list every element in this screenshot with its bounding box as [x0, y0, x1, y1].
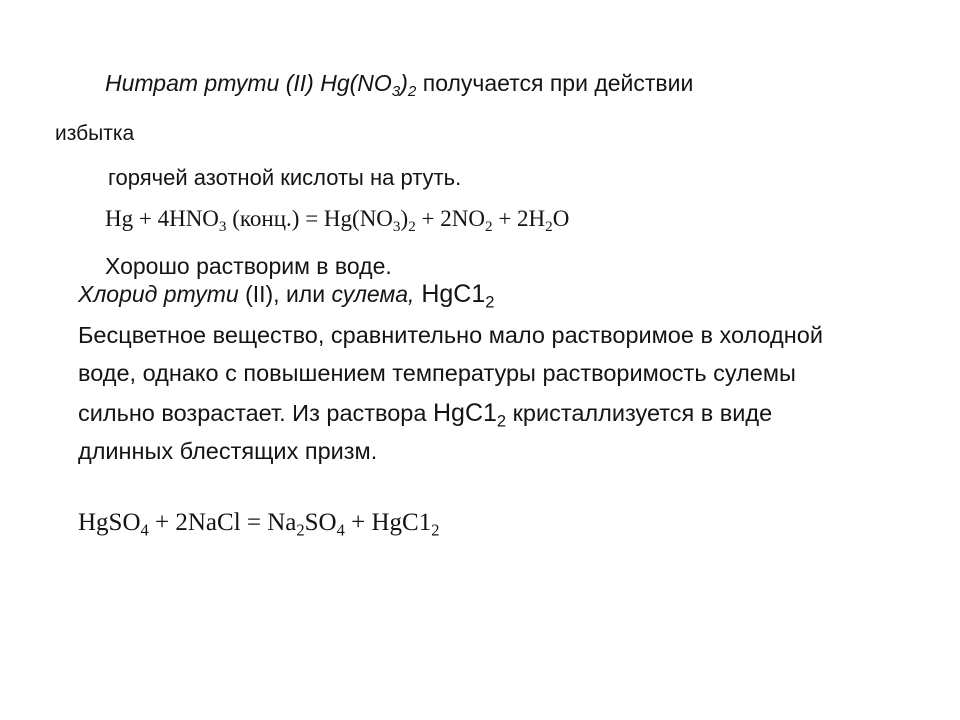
chloride-para-line-3: сильно возрастает. Из раствора $HgC1_2$ кристаллизуется в виде	[78, 399, 773, 431]
nitrate-line-excess: избытка	[55, 122, 135, 145]
nitrate-name-italic: Нитрат ртути (II) $Hg(NO_3)_2$	[105, 70, 417, 100]
chloride-formula: $HgC1_2$	[414, 280, 495, 312]
nitrate-solubility: Хорошо растворим в воде.	[105, 253, 392, 279]
chloride-para-line-1: Бесцветное вещество, сравнительно мало растворимое в холодной	[78, 322, 823, 348]
chloride-heading: Хлорид ртути (II), или сулема, $HgC1_2$	[78, 280, 495, 312]
nitrate-heading-rest: получается при действии	[416, 70, 694, 96]
chloride-formula-inline: $HgC1_2$	[432, 399, 507, 431]
nitrate-line-hot-acid: горячей азотной кислоты на ртуть.	[108, 165, 462, 190]
nitrate-equation: $Hg + 4HNO_3$ (конц.) = $Hg(NO_3)_2 + 2NO_2 + 2H_2O$	[105, 206, 570, 235]
chloride-para-line-4: длинных блестящих призм.	[78, 438, 378, 464]
nitrate-heading-line	[105, 70, 694, 100]
sublimate-name-italic: сулема,	[331, 281, 415, 307]
chloride-para-line-2: воде, однако с повышением температуры растворимость сулемы	[78, 360, 796, 386]
chloride-name-italic: Хлорид ртути	[78, 281, 239, 307]
chloride-equation: HgSO$_4$ + 2NaCl = $Na_2SO_4 + HgC1_2$	[78, 509, 440, 540]
